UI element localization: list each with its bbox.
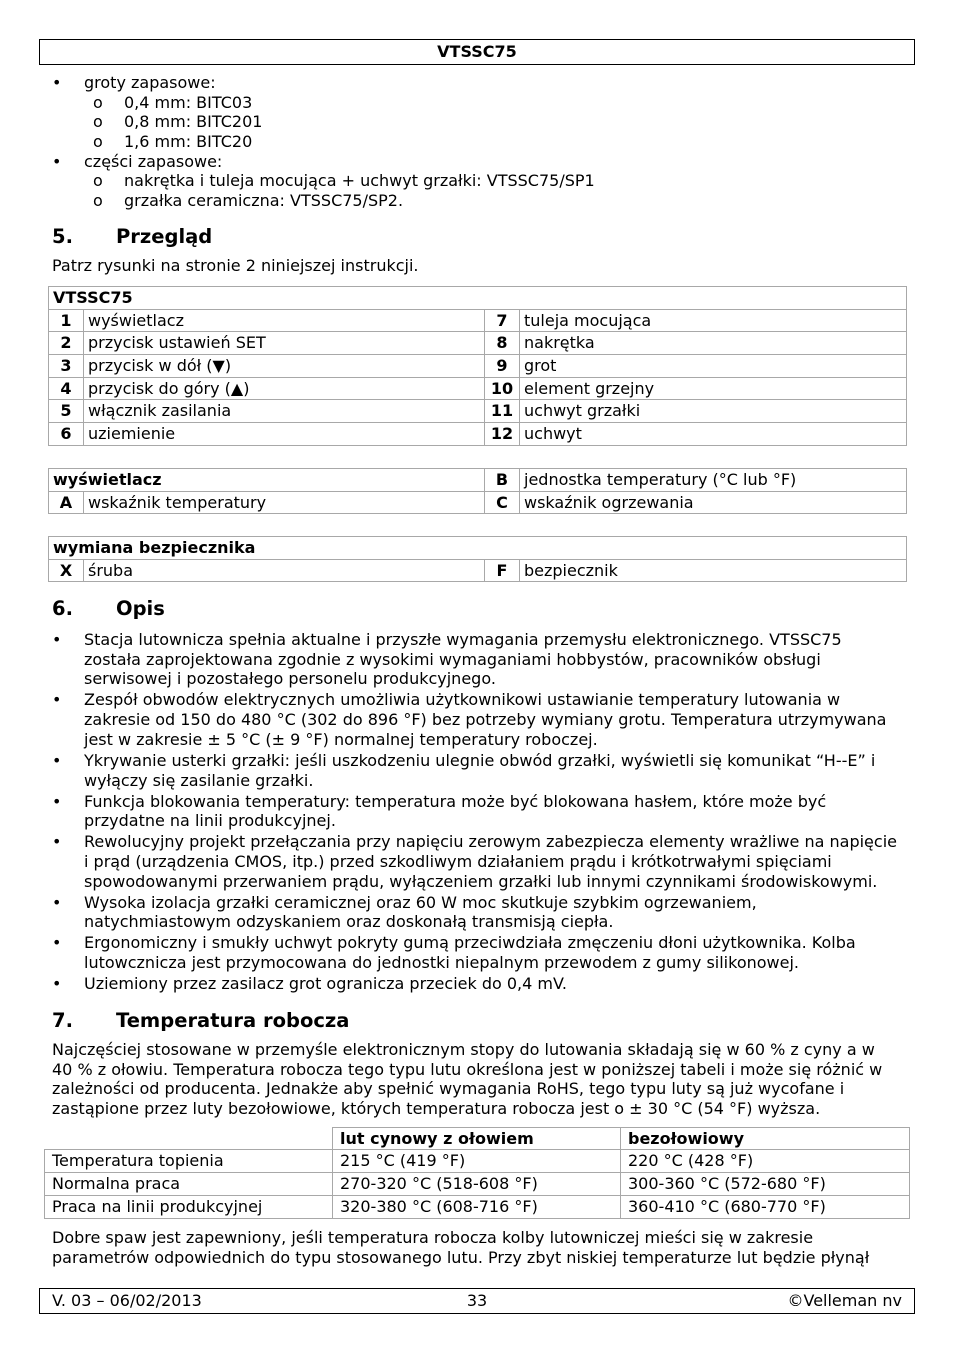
table-cell: 320-380 °C (608-716 °F) bbox=[333, 1196, 621, 1219]
display-description: wskaźnik temperatury bbox=[84, 492, 485, 515]
sub-list-item bbox=[0, 132, 954, 152]
part-number: 6 bbox=[49, 423, 84, 446]
part-number: 7 bbox=[485, 310, 520, 333]
text-line: i prąd (urządzenia CMOS, itp.) przed szkodliwym działaniem prądu i krótkotrwałymi spięciami bbox=[84, 851, 832, 871]
display-description: wskaźnik ogrzewania bbox=[520, 492, 907, 515]
table-row bbox=[49, 423, 907, 446]
column-header: bezołowiowy bbox=[621, 1127, 910, 1150]
bullet-marker: • bbox=[52, 73, 62, 92]
section-title: Temperatura robocza bbox=[116, 1009, 350, 1032]
fuse-key: X bbox=[49, 560, 84, 583]
footer-version: V. 03 – 06/02/2013 bbox=[52, 1291, 202, 1310]
list-item bbox=[0, 893, 954, 932]
display-key: C bbox=[485, 492, 520, 515]
footer-page-number: 33 bbox=[466, 1291, 488, 1310]
part-name: wyświetlacz bbox=[84, 310, 485, 333]
list-item bbox=[0, 974, 954, 994]
text-line: 40 % z ołowiu. Temperatura robocza tego typu lutu określona jest w poniższej tabeli i może się różnić w bbox=[52, 1059, 883, 1079]
part-number: 8 bbox=[485, 332, 520, 355]
bullet-marker: • bbox=[52, 791, 62, 811]
text-line: Zespół obwodów elektrycznych umożliwia użytkownikowi ustawianie temperatury lutowania w bbox=[84, 690, 841, 710]
display-description: jednostka temperatury (°C lub °F) bbox=[520, 469, 907, 492]
table-row bbox=[44, 1196, 910, 1219]
part-name: włącznik zasilania bbox=[84, 400, 485, 423]
paragraph bbox=[52, 1228, 869, 1267]
table-cell: 360-410 °C (680-770 °F) bbox=[621, 1196, 910, 1219]
table-row bbox=[49, 355, 907, 378]
sub-list-item-text: 0,4 mm: BITC03 bbox=[124, 92, 253, 112]
part-name: grot bbox=[520, 355, 907, 378]
temperature-table bbox=[44, 1127, 910, 1219]
text-line: parametrów odpowiednich do typu stosowanego lutu. Przy zbyt niskiej temperaturze lut będzie płynął bbox=[52, 1247, 870, 1267]
row-label: Temperatura topienia bbox=[44, 1150, 333, 1173]
text-line: Stacja lutownicza spełnia aktualne i przyszłe wymagania przemysłu elektronicznego. VTSSC75 bbox=[84, 630, 842, 649]
list-item bbox=[0, 933, 954, 972]
bullet-marker: • bbox=[52, 832, 62, 852]
part-name: przycisk do góry (▲) bbox=[84, 378, 485, 401]
table-header-row bbox=[49, 469, 907, 492]
text-line: Ergonomiczny i smukły uchwyt pokryty gumą przeciwdziała zmęczeniu dłoni użytkownika. Kolba bbox=[84, 933, 856, 953]
table-header-row bbox=[49, 537, 907, 560]
table-row bbox=[49, 332, 907, 355]
table-row bbox=[44, 1150, 910, 1173]
sub-bullet-marker: o bbox=[93, 191, 103, 211]
text-line: lutowcznicza jest przymocowana do jednostki niepalnym przewodem z gumy silikonowej. bbox=[84, 953, 799, 973]
bullet-marker: • bbox=[52, 933, 62, 953]
header-title: VTSSC75 bbox=[437, 42, 517, 61]
part-name: przycisk ustawień SET bbox=[84, 332, 485, 355]
sub-list-item-text: 0,8 mm: BITC201 bbox=[124, 112, 263, 132]
text-line: zależności od producenta. Jednakże aby spełnić wymagania RoHS, tego typu luty są już wycofane i bbox=[52, 1079, 845, 1098]
table-row bbox=[44, 1173, 910, 1196]
text-line: Najczęściej stosowane w przemyśle elektronicznym stopy do lutowania składają się w 60 % z cyny a w bbox=[52, 1040, 875, 1059]
sub-list-item-text: 1,6 mm: BITC20 bbox=[124, 132, 253, 152]
sub-list-item bbox=[0, 171, 954, 191]
sub-list-item-text: grzałka ceramiczna: VTSSC75/SP2. bbox=[124, 191, 404, 211]
part-number: 11 bbox=[485, 400, 520, 423]
section-number: 7. bbox=[52, 1009, 73, 1032]
row-label: Normalna praca bbox=[44, 1173, 333, 1196]
bullet-marker: • bbox=[52, 630, 62, 649]
part-name: nakrętka bbox=[520, 332, 907, 355]
page-footer bbox=[39, 1288, 915, 1314]
section-number: 6. bbox=[52, 597, 73, 620]
text-line: Uziemiony przez zasilacz grot ogranicza przeciek do 0,4 mV. bbox=[84, 974, 567, 994]
sub-bullet-marker: o bbox=[93, 132, 103, 152]
column-header: lut cynowy z ołowiem bbox=[333, 1127, 621, 1150]
text-line: Funkcja blokowania temperatury: temperatura może być blokowana hasłem, które może być bbox=[84, 791, 827, 811]
text-line: spowodowanymi przerwaniem prądu, wyłączeniem grzałki lub innymi czynnikami środowiskowymi. bbox=[84, 871, 878, 891]
row-label: Praca na linii produkcyjnej bbox=[44, 1196, 333, 1219]
display-key: A bbox=[49, 492, 84, 515]
fuse-key: F bbox=[485, 560, 520, 583]
list-item bbox=[0, 73, 954, 93]
section-number: 5. bbox=[52, 225, 73, 248]
display-key: B bbox=[485, 469, 520, 492]
bullet-marker: • bbox=[52, 151, 62, 171]
section-heading bbox=[0, 225, 954, 249]
table-row bbox=[49, 560, 907, 583]
table-caption: wyświetlacz bbox=[49, 469, 485, 492]
section-heading bbox=[0, 1009, 954, 1033]
text-line: zastąpione przez luty bezołowiowe, których temperatura robocza jest o ± 30 °C (54 °F) wyższa. bbox=[52, 1098, 821, 1118]
table-cell: 300-360 °C (572-680 °F) bbox=[621, 1173, 910, 1196]
text-line: została zaprojektowana zgodnie z wysokimi wymaganiami hobbystów, pracowników obsługi bbox=[84, 649, 821, 669]
fuse-table bbox=[48, 536, 907, 582]
list-item bbox=[0, 152, 954, 172]
text-line: Patrz rysunki na stronie 2 niniejszej instrukcji. bbox=[52, 256, 419, 275]
paragraph bbox=[52, 1040, 882, 1118]
sub-list-item bbox=[0, 112, 954, 132]
part-number: 4 bbox=[49, 378, 84, 401]
text-line: Ykrywanie usterki grzałki: jeśli uszkodzeniu ulegnie obwód grzałki, wyświetli się komunikat “H--E” i bbox=[84, 750, 876, 770]
list-item bbox=[0, 832, 954, 891]
table-row bbox=[49, 310, 907, 333]
display-table bbox=[48, 468, 907, 514]
list-item bbox=[0, 792, 954, 831]
section-heading bbox=[0, 597, 954, 621]
text-line: wyłączy się zasilanie grzałki. bbox=[84, 770, 314, 790]
description-list bbox=[0, 630, 954, 995]
table-corner-cell bbox=[44, 1127, 333, 1150]
part-name: uziemienie bbox=[84, 423, 485, 446]
text-line: jest w zakresie ± 5 °C (± 9 °F) normalnej temperatury roboczej. bbox=[84, 729, 598, 749]
sub-bullet-marker: o bbox=[93, 112, 103, 132]
sub-bullet-marker: o bbox=[93, 92, 103, 112]
sub-list-item bbox=[0, 93, 954, 113]
table-header-row bbox=[44, 1127, 910, 1150]
list-item-text: groty zapasowe: bbox=[84, 73, 216, 92]
table-cell: 215 °C (419 °F) bbox=[333, 1150, 621, 1173]
part-number: 9 bbox=[485, 355, 520, 378]
part-number: 1 bbox=[49, 310, 84, 333]
part-number: 3 bbox=[49, 355, 84, 378]
parts-table bbox=[48, 286, 907, 446]
table-header-row bbox=[49, 287, 907, 310]
part-name: element grzejny bbox=[520, 378, 907, 401]
text-line: Rewolucyjny projekt przełączania przy napięciu zerowym zabezpiecza elementy wrażliwe na napięcie bbox=[84, 832, 897, 852]
bullet-marker: • bbox=[52, 892, 62, 912]
section-title: Przegląd bbox=[116, 225, 213, 248]
part-number: 12 bbox=[485, 423, 520, 446]
table-row bbox=[49, 492, 907, 515]
part-number: 5 bbox=[49, 400, 84, 423]
text-line: natychmiastowym odzyskaniem oraz doskonałą transmisją ciepła. bbox=[84, 912, 614, 932]
text-line: przydatne na linii produkcyjnej. bbox=[84, 811, 336, 831]
bullet-marker: • bbox=[52, 974, 62, 994]
sub-list-item-text: nakrętka i tuleja mocująca + uchwyt grzałki: VTSSC75/SP1 bbox=[124, 171, 595, 191]
table-cell: 220 °C (428 °F) bbox=[621, 1150, 910, 1173]
list-item bbox=[0, 751, 954, 790]
list-item-text: części zapasowe: bbox=[84, 151, 223, 171]
fuse-description: bezpiecznik bbox=[520, 560, 907, 583]
table-caption: VTSSC75 bbox=[49, 287, 907, 310]
list-item bbox=[0, 630, 954, 689]
table-row bbox=[49, 400, 907, 423]
table-caption: wymiana bezpiecznika bbox=[49, 537, 907, 560]
part-name: tuleja mocująca bbox=[520, 310, 907, 333]
footer-copyright: ©Velleman nv bbox=[787, 1291, 902, 1310]
part-number: 2 bbox=[49, 332, 84, 355]
part-name: uchwyt bbox=[520, 423, 907, 446]
table-cell: 270-320 °C (518-608 °F) bbox=[333, 1173, 621, 1196]
text-line: zakresie od 150 do 480 °C (302 do 896 °F) bez potrzeby wymiany grotu. Temperatura utrzymywana bbox=[84, 710, 887, 730]
part-name: uchwyt grzałki bbox=[520, 400, 907, 423]
sub-bullet-marker: o bbox=[93, 171, 103, 191]
fuse-description: śruba bbox=[84, 560, 485, 583]
bullet-marker: • bbox=[52, 690, 62, 710]
list-item bbox=[0, 690, 954, 749]
part-number: 10 bbox=[485, 378, 520, 401]
running-header bbox=[39, 39, 915, 65]
table-row bbox=[49, 378, 907, 401]
section-intro bbox=[52, 256, 419, 276]
text-line: Wysoka izolacja grzałki ceramicznej oraz 60 W moc skutkuje szybkim ogrzewaniem, bbox=[84, 892, 757, 912]
sub-list-item bbox=[0, 191, 954, 211]
section-title: Opis bbox=[116, 597, 165, 620]
spare-parts-list bbox=[0, 73, 954, 211]
text-line: Dobre spaw jest zapewniony, jeśli temperatura robocza kolby lutowniczej mieści się w zakresie bbox=[52, 1228, 814, 1247]
bullet-marker: • bbox=[52, 750, 62, 770]
part-name: przycisk w dół (▼) bbox=[84, 355, 485, 378]
text-line: serwisowej i pozostałego personelu produkcyjnego. bbox=[84, 669, 496, 689]
